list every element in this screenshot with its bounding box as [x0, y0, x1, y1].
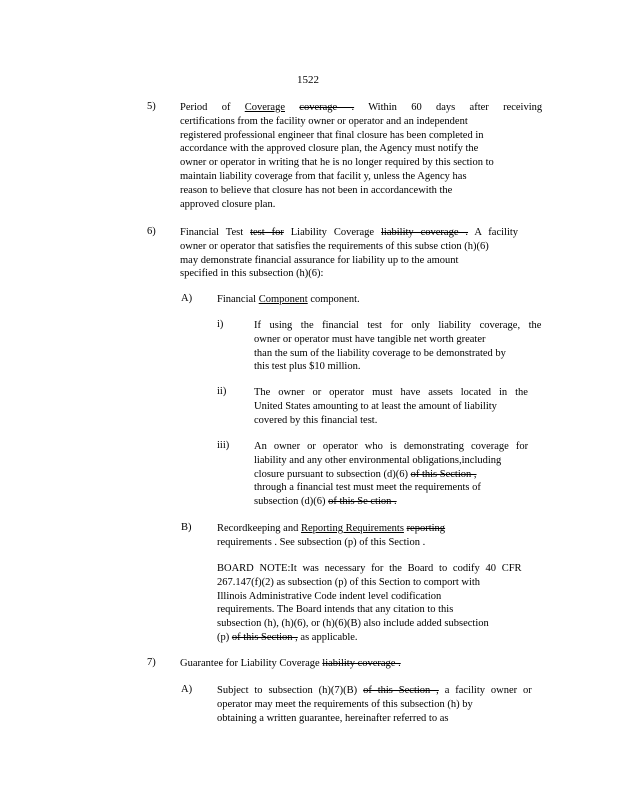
text-line: this test plus $10 million.: [254, 361, 361, 373]
paragraph-6b: [217, 522, 445, 550]
text-line: operator may meet the requirements of this subsection (h) by: [217, 698, 473, 710]
text-line: An owner or operator who is demonstrating coverage for: [254, 441, 529, 452]
paragraph-5: [180, 101, 542, 211]
deleted-text: of this Section ,: [410, 468, 477, 480]
item-label-7a: A): [181, 684, 193, 695]
text-line: requirements. The Board intends that any citation to this: [217, 604, 454, 616]
text-line: through a financial test must meet the requirements of: [254, 482, 481, 494]
deleted-text: of this Se ction .: [328, 496, 397, 508]
text-line: than the sum of the liability coverage to be demonstrated by: [254, 347, 506, 359]
text-line: owner or operator in writing that he is no longer required by this section to: [180, 157, 494, 169]
deleted-text: test for: [250, 227, 284, 238]
text-line: (p) of this Section , as applicable.: [217, 631, 358, 643]
text-line: The owner or operator must have assets located in the: [254, 387, 528, 398]
item-label-7: 7): [147, 657, 156, 668]
text-line: owner or operator that satisfies the requirements of this subse ction (h)(6): [180, 240, 489, 252]
deleted-text: coverage .: [299, 102, 355, 113]
board-note: [217, 562, 522, 645]
item-label-6a: A): [181, 293, 193, 304]
text-line: United States amounting to at least the amount of liability: [254, 400, 497, 412]
text-line: covered by this financial test.: [254, 414, 378, 426]
paragraph-6a-ii: [254, 386, 528, 427]
deleted-text: liability coverage .: [322, 658, 401, 669]
text-line: Recordkeeping and Reporting Requirements reporting: [217, 523, 446, 534]
text-line: liability and any other environmental obligations,including: [254, 454, 502, 466]
inserted-text: Reporting Requirements: [300, 523, 404, 534]
paragraph-6a-i: [254, 319, 541, 374]
deleted-text: of this Section ,: [363, 685, 439, 696]
text-line: obtaining a written guarantee, hereinafter referred to as: [217, 712, 449, 724]
item-label-5: 5): [147, 101, 156, 112]
deleted-text: liability coverage .: [381, 227, 469, 238]
text-line: subsection (h), (h)(6), or (h)(6)(B) also include added subsection: [217, 618, 489, 630]
text-line: certifications from the facility owner or operator and an independent: [180, 115, 468, 127]
item-label-6b: B): [181, 522, 192, 533]
text-line: subsection (d)(6) of this Se ction .: [254, 496, 397, 508]
text-line: If using the financial test for only liability coverage, the: [254, 320, 542, 331]
text-line: owner or operator must have tangible net worth greater: [254, 333, 486, 345]
item-label-6a-ii: ii): [217, 386, 227, 397]
text-line: closure pursuant to subsection (d)(6) of this Section ,: [254, 468, 477, 480]
text-line: specified in this subsection (h)(6):: [180, 268, 324, 280]
text-line: maintain liability coverage from that facilit y, unless the Agency has: [180, 170, 467, 182]
text-line: Period of Coverage coverage . Within 60 days after receiving: [180, 102, 543, 113]
paragraph-7: [180, 657, 401, 671]
page-number: 1522: [297, 74, 319, 86]
text-line: requirements . See subsection (p) of this Section .: [217, 536, 426, 548]
deleted-text: reporting: [406, 523, 446, 534]
text-line: Illinois Administrative Code indent level codification: [217, 590, 442, 602]
text-line: approved closure plan.: [180, 198, 276, 210]
paragraph-6a-iii: [254, 440, 528, 509]
item-label-6a-iii: iii): [217, 440, 230, 451]
text-line: reason to believe that closure has not been in accordancewith the: [180, 184, 453, 196]
paragraph-6: [180, 226, 518, 281]
text-line: Financial Component component.: [217, 294, 360, 305]
text-line: Guarantee for Liability Coverage liability coverage .: [180, 658, 401, 669]
text-line: 267.147(f)(2) as subsection (p) of this Section to comport with: [217, 576, 481, 588]
text-line: BOARD NOTE:It was necessary for the Board to codify 40 CFR: [217, 563, 522, 574]
text-line: accordance with the approved closure plan, the Agency must notify the: [180, 143, 479, 155]
text-line: Financial Test test for Liability Coverage liability coverage . A facility: [180, 227, 519, 238]
inserted-text: Component: [258, 294, 308, 305]
deleted-text: of this Section ,: [231, 631, 298, 643]
text-line: registered professional engineer that final closure has been completed in: [180, 129, 484, 141]
paragraph-7a: [217, 684, 532, 725]
item-label-6a-i: i): [217, 319, 224, 330]
inserted-text: Coverage: [244, 102, 285, 113]
paragraph-6a: [217, 293, 360, 307]
text-line: Subject to subsection (h)(7)(B) of this Section , a facility owner or: [217, 685, 532, 696]
item-label-6: 6): [147, 226, 156, 237]
text-line: may demonstrate financial assurance for liability up to the amount: [180, 254, 459, 266]
